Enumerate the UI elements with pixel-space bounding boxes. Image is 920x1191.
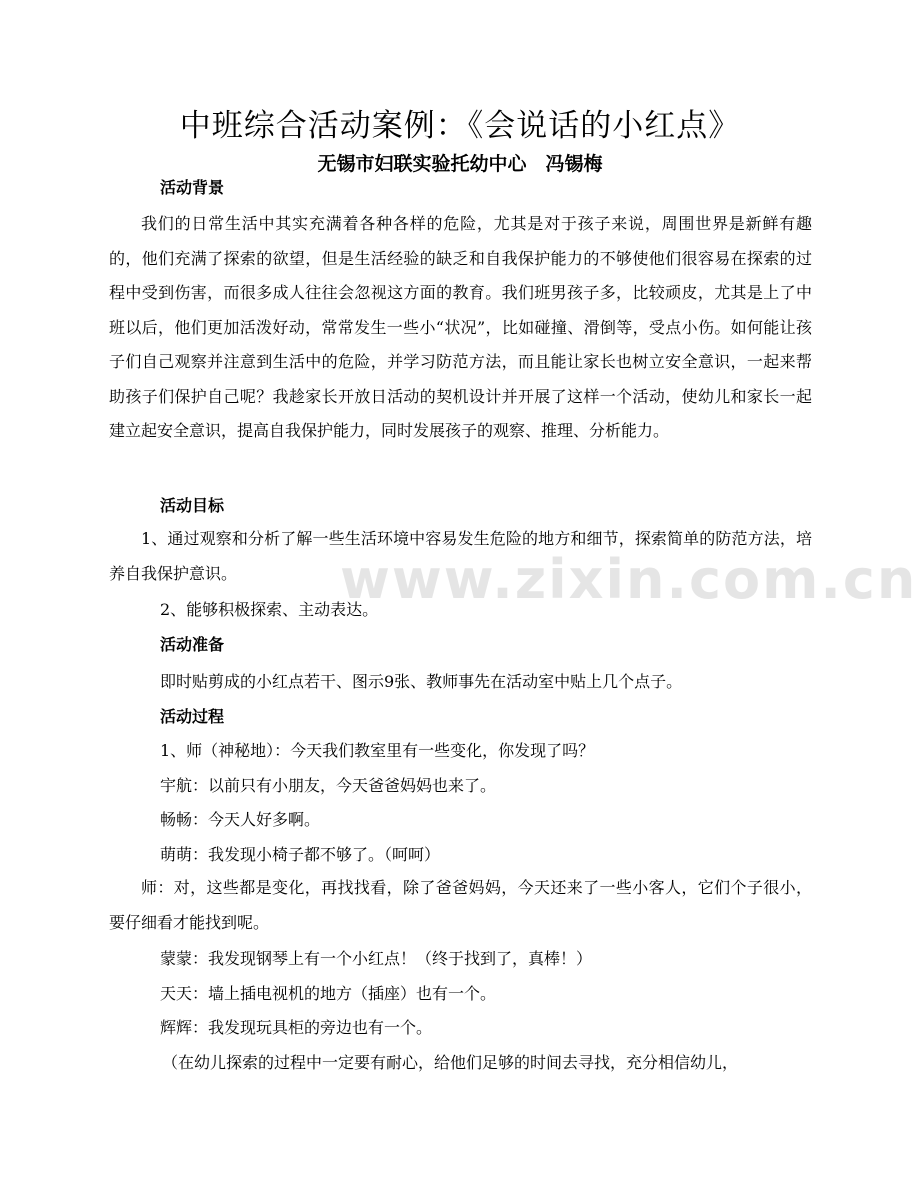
goal-item-1: 1、通过观察和分析了解一些生活环境中容易发生危险的地方和细节，探索简单的防范方法，培养自我保护意识。: [109, 529, 812, 583]
dialogue-line: 蒙蒙：我发现钢琴上有一个小红点！（终于找到了，真棒！）: [160, 949, 593, 968]
heading-preparation: 活动准备: [160, 635, 225, 654]
dialogue-line: 1、师（神秘地）：今天我们教室里有一些变化，你发现了吗？: [160, 741, 595, 760]
note-line: （在幼儿探索的过程中一定要有耐心，给他们足够的时间去寻找，充分相信幼儿，: [162, 1053, 739, 1072]
dialogue-line: 畅畅：今天人好多啊。: [160, 810, 321, 829]
dialogue-line: 萌萌：我发现小椅子都不够了。（呵呵）: [160, 845, 441, 864]
watermark: www.zixin.com.cn: [340, 548, 918, 611]
heading-background: 活动背景: [160, 178, 225, 197]
goal-item-2: 2、能够积极探索、主动表达。: [160, 600, 379, 619]
dialogue-line: 辉辉：我发现玩具柜的旁边也有一个。: [160, 1018, 433, 1037]
heading-process: 活动过程: [160, 707, 225, 726]
dialogue-line: 宇航：以前只有小朋友，今天爸爸妈妈也来了。: [160, 776, 497, 795]
teacher-line: 师：对，这些都是变化，再找找看，除了爸爸妈妈，今天还来了一些小客人，它们个子很小，要仔细看才能找到呢。: [109, 878, 812, 932]
preparation-text: 即时贴剪成的小红点若干、图示9张、教师事先在活动室中贴上几个点子。: [160, 672, 683, 691]
dialogue-line: 天天：墙上插电视机的地方（插座）也有一个。: [160, 984, 497, 1003]
author-line: 无锡市妇联实验托幼中心 冯锡梅: [317, 153, 603, 175]
paragraph-background: 我们的日常生活中其实充满着各种各样的危险，尤其是对于孩子来说，周围世界是新鲜有趣的，他们充满了探索的欲望，但是生活经验的缺乏和自我保护能力的不够使他们很容易在探索的过程中受到伤害，而很多成人往往会忽视这方面的教育。我们班男孩子多，比较顽皮，尤其是上了中班以后，他们更加活泼好动，常常发生一些小“状况”，比如碰撞、滑倒等，受点小伤。如何能让孩子们自己观察并注意到生活中的危险，并学习防范方法，而且能让家长也树立安全意识，一起来帮助孩子们保护自己呢？我趁家长开放日活动的契机设计并开展了这样一个活动，使幼儿和家长一起建立起安全意识，提高自我保护能力，同时发展孩子的观察、推理、分析能力。: [109, 214, 812, 440]
heading-goals: 活动目标: [160, 496, 225, 515]
document-title: 中班综合活动案例：《会说话的小红点》: [179, 108, 741, 144]
